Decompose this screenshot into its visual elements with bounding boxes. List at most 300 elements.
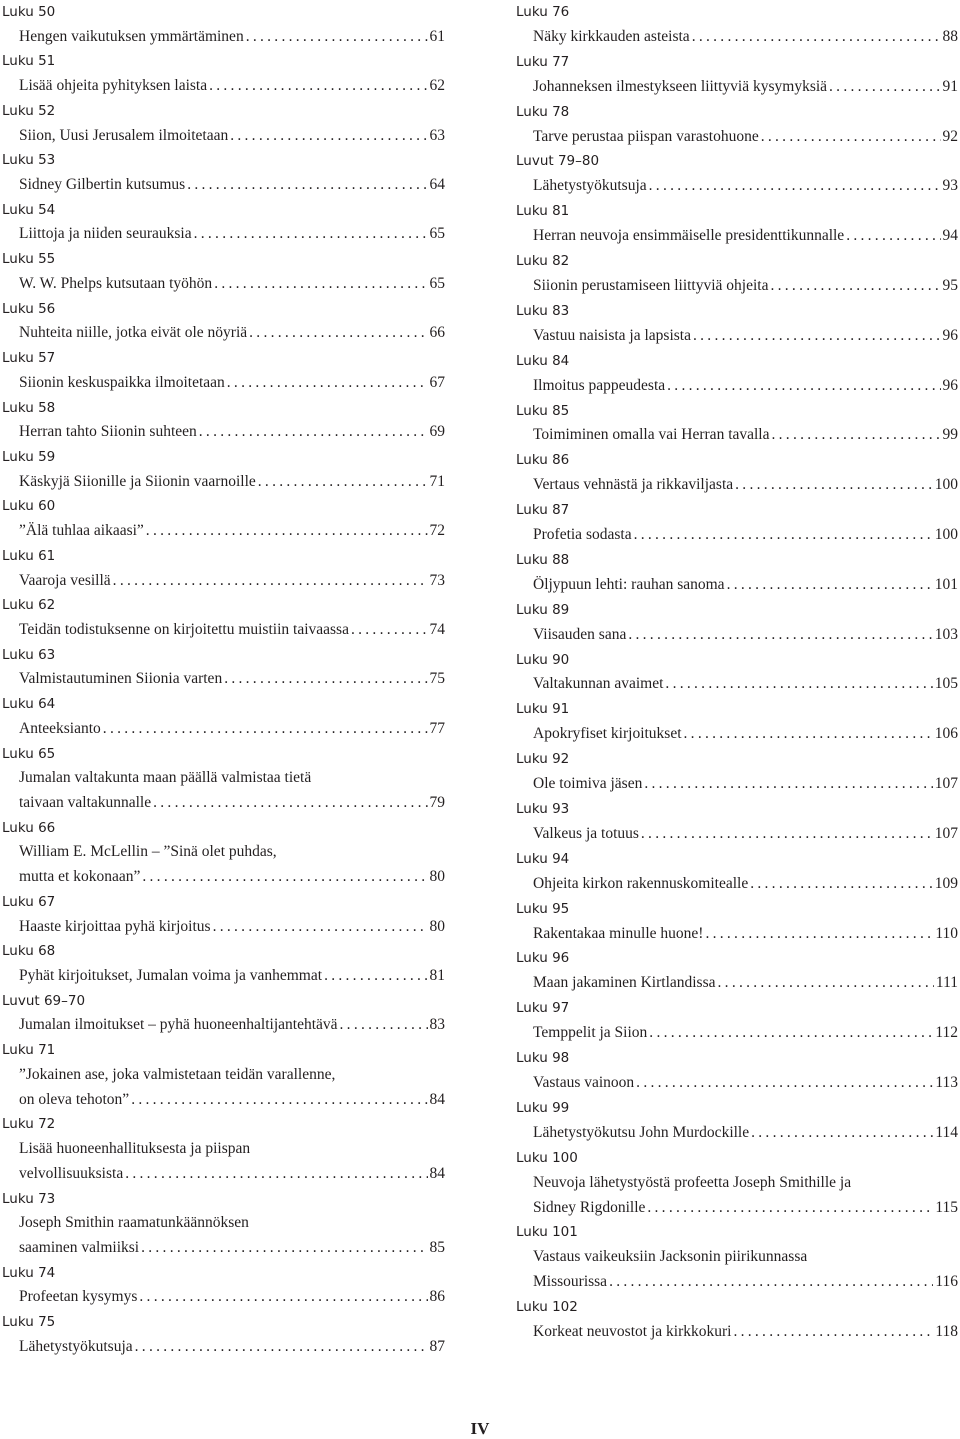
toc-entry bbox=[516, 1096, 958, 1146]
page-ref: 94 bbox=[942, 227, 958, 245]
chapter-title-row bbox=[533, 1071, 958, 1096]
page-ref: 118 bbox=[935, 1323, 958, 1341]
toc-entry bbox=[516, 598, 958, 648]
toc-entry bbox=[516, 897, 958, 947]
toc-entry bbox=[2, 198, 445, 247]
dot-leader bbox=[230, 124, 427, 149]
dot-leader bbox=[750, 872, 933, 897]
dot-leader bbox=[213, 915, 428, 940]
chapter-label: Luku 95 bbox=[516, 900, 570, 917]
chapter-title-row bbox=[533, 224, 958, 249]
chapter-label: Luku 86 bbox=[516, 452, 570, 469]
chapter-label: Luku 78 bbox=[516, 103, 570, 120]
chapter-label: Luku 62 bbox=[2, 597, 56, 614]
page-ref: 91 bbox=[942, 77, 958, 95]
chapter-title-row bbox=[19, 915, 445, 940]
page-ref: 111 bbox=[935, 974, 958, 992]
chapter-title: Pyhät kirjoitukset, Jumalan voima ja vanhemmat bbox=[19, 967, 323, 985]
dot-leader bbox=[135, 1335, 428, 1360]
toc-entry bbox=[516, 349, 958, 399]
page-ref: 86 bbox=[429, 1288, 445, 1306]
dot-leader bbox=[199, 420, 428, 445]
toc-entry bbox=[2, 247, 445, 296]
chapter-title-row bbox=[19, 865, 445, 890]
chapter-title: Johanneksen ilmestykseen liittyviä kysymyksiä bbox=[533, 77, 828, 95]
dot-leader bbox=[733, 1320, 933, 1345]
chapter-title: Herran tahto Siionin suhteen bbox=[19, 423, 197, 441]
chapter-label: Luku 72 bbox=[2, 1116, 56, 1133]
chapter-title: W. W. Phelps kutsutaan työhön bbox=[19, 274, 213, 292]
toc-entry bbox=[516, 996, 958, 1046]
chapter-title-row bbox=[19, 321, 445, 346]
dot-leader bbox=[829, 75, 940, 100]
chapter-title: Missourissa bbox=[533, 1273, 608, 1291]
dot-leader bbox=[772, 423, 941, 448]
chapter-title: Nuhteita niille, jotka eivät ole nöyriä bbox=[19, 324, 248, 342]
page-ref: 115 bbox=[935, 1198, 958, 1216]
page-ref: 84 bbox=[429, 1090, 445, 1108]
toc-entry bbox=[2, 0, 445, 49]
toc-entry bbox=[516, 50, 958, 100]
chapter-title: Herran neuvoja ensimmäiselle presidenttikunnalle bbox=[533, 227, 845, 245]
page-ref: 75 bbox=[429, 670, 445, 688]
page-ref: 100 bbox=[934, 476, 958, 494]
chapter-label: Luku 51 bbox=[2, 53, 56, 70]
toc-entry bbox=[516, 448, 958, 498]
chapter-title-line: William E. McLellin – ”Sinä olet puhdas, bbox=[19, 843, 277, 861]
page-ref: 101 bbox=[934, 575, 958, 593]
page-ref: 61 bbox=[429, 27, 445, 45]
page-ref: 67 bbox=[429, 373, 445, 391]
chapter-title-row bbox=[533, 1021, 958, 1046]
chapter-title-row bbox=[19, 470, 445, 495]
chapter-title: saaminen valmiiksi bbox=[19, 1238, 140, 1256]
chapter-title-row bbox=[19, 519, 445, 544]
page-ref: 112 bbox=[935, 1024, 958, 1042]
chapter-label: Luku 93 bbox=[516, 801, 570, 817]
chapter-title: Siionin keskuspaikka ilmoitetaan bbox=[19, 373, 225, 391]
toc-entry bbox=[516, 847, 958, 897]
chapter-title: Profeetan kysymys bbox=[19, 1288, 138, 1306]
chapter-title-row bbox=[533, 75, 958, 100]
chapter-label: Luku 50 bbox=[2, 4, 56, 20]
dot-leader bbox=[751, 1121, 933, 1146]
page-ref: 73 bbox=[429, 571, 445, 589]
chapter-title-row bbox=[533, 1270, 958, 1295]
toc-entry bbox=[516, 498, 958, 548]
chapter-title-row bbox=[19, 173, 445, 198]
chapter-title: Näky kirkkauden asteista bbox=[533, 27, 690, 45]
toc-entry bbox=[516, 548, 958, 598]
dot-leader bbox=[770, 274, 940, 299]
chapter-title-row bbox=[19, 124, 445, 149]
chapter-label: Luku 94 bbox=[516, 850, 570, 867]
chapter-title: Tarve perustaa piispan varastohuone bbox=[533, 127, 759, 145]
chapter-label: Luku 52 bbox=[2, 102, 56, 119]
chapter-label: Luku 98 bbox=[516, 1050, 570, 1067]
toc-entry bbox=[516, 399, 958, 449]
toc-entry bbox=[2, 544, 445, 593]
page-ref: 116 bbox=[935, 1273, 958, 1291]
chapter-title: Toimiminen omalla vai Herran tavalla bbox=[533, 426, 770, 444]
chapter-title-row bbox=[533, 1320, 958, 1345]
toc-entry bbox=[516, 697, 958, 747]
chapter-title-row bbox=[19, 964, 445, 989]
dot-leader bbox=[693, 324, 941, 349]
dot-leader bbox=[665, 672, 932, 697]
chapter-label: Luku 60 bbox=[2, 498, 56, 515]
dot-leader bbox=[224, 667, 427, 692]
page-ref: 64 bbox=[429, 176, 445, 194]
chapter-label: Luku 67 bbox=[2, 893, 56, 910]
chapter-label: Luku 90 bbox=[516, 651, 570, 668]
chapter-label: Luku 55 bbox=[2, 251, 56, 268]
page-ref: 95 bbox=[942, 276, 958, 294]
chapter-title-row bbox=[533, 274, 958, 299]
dot-leader bbox=[103, 717, 428, 742]
page-ref: 65 bbox=[429, 225, 445, 243]
chapter-label: Luku 92 bbox=[516, 751, 570, 768]
chapter-title: Ohjeita kirkon rakennuskomitealle bbox=[533, 874, 749, 892]
chapter-label: Luku 82 bbox=[516, 253, 570, 270]
toc-entry bbox=[2, 939, 445, 988]
dot-leader bbox=[761, 125, 941, 150]
dot-leader bbox=[139, 1285, 427, 1310]
chapter-title: Liittoja ja niiden seurauksia bbox=[19, 225, 192, 243]
page-ref: 84 bbox=[429, 1164, 445, 1182]
dot-leader bbox=[628, 623, 932, 648]
chapter-label: Luku 97 bbox=[516, 1000, 570, 1017]
page-ref: 107 bbox=[934, 824, 958, 842]
chapter-title: Viisauden sana bbox=[533, 625, 627, 643]
chapter-title: Siionin perustamiseen liittyviä ohjeita bbox=[533, 276, 769, 294]
chapter-title-line: Jumalan valtakunta maan päällä valmistaa tietä bbox=[19, 769, 312, 787]
chapter-label: Luku 56 bbox=[2, 300, 56, 317]
toc-entry bbox=[2, 692, 445, 741]
dot-leader bbox=[846, 224, 940, 249]
page-ref: 87 bbox=[429, 1337, 445, 1355]
page-ref: 99 bbox=[942, 426, 958, 444]
toc-entry bbox=[2, 643, 445, 692]
page-ref: 63 bbox=[429, 126, 445, 144]
page-ref: 96 bbox=[942, 326, 958, 344]
page-ref: 96 bbox=[942, 376, 958, 394]
page-ref: 80 bbox=[429, 868, 445, 886]
page-ref: 83 bbox=[429, 1016, 445, 1034]
dot-leader bbox=[644, 772, 932, 797]
chapter-label: Luku 57 bbox=[2, 350, 56, 367]
toc-entry bbox=[2, 1112, 445, 1186]
chapter-title-row bbox=[533, 174, 958, 199]
chapter-label: Luku 65 bbox=[2, 745, 56, 762]
dot-leader bbox=[727, 573, 933, 598]
chapter-title-row bbox=[533, 872, 958, 897]
page-ref: 114 bbox=[935, 1123, 958, 1141]
chapter-label: Luku 61 bbox=[2, 547, 56, 564]
dot-leader bbox=[609, 1270, 933, 1295]
toc-entry bbox=[2, 742, 445, 816]
dot-leader bbox=[125, 1162, 427, 1187]
dot-leader bbox=[351, 618, 428, 643]
chapter-title: Sidney Gilbertin kutsumus bbox=[19, 176, 186, 194]
chapter-title: Teidän todistuksenne on kirjoitettu muistiin taivaassa bbox=[19, 620, 349, 638]
chapter-title: on oleva tehoton” bbox=[19, 1090, 130, 1108]
chapter-title: Maan jakaminen Kirtlandissa bbox=[533, 974, 716, 992]
chapter-title-row bbox=[19, 1236, 445, 1261]
chapter-label: Luku 85 bbox=[516, 402, 570, 419]
chapter-title: Vaaroja vesillä bbox=[19, 571, 111, 589]
page-ref: 85 bbox=[429, 1238, 445, 1256]
chapter-label: Luku 100 bbox=[516, 1149, 578, 1166]
dot-leader bbox=[153, 791, 427, 816]
page-ref: 66 bbox=[429, 324, 445, 342]
chapter-title: Ilmoitus pappeudesta bbox=[533, 376, 666, 394]
chapter-title-row bbox=[19, 569, 445, 594]
chapter-title: Valtakunnan avaimet bbox=[533, 675, 664, 693]
chapter-title-row bbox=[19, 618, 445, 643]
toc-entry bbox=[2, 989, 445, 1038]
chapter-title: Sidney Rigdonille bbox=[533, 1198, 646, 1216]
chapter-label: Luku 96 bbox=[516, 950, 570, 967]
page-ref: 88 bbox=[942, 27, 958, 45]
page-ref: 103 bbox=[934, 625, 958, 643]
dot-leader bbox=[718, 971, 934, 996]
chapter-label: Luku 83 bbox=[516, 302, 570, 319]
chapter-title: Apokryfiset kirjoitukset bbox=[533, 725, 682, 743]
chapter-label: Luku 76 bbox=[516, 4, 570, 20]
chapter-label: Luku 68 bbox=[2, 943, 56, 960]
chapter-title-line: Joseph Smithin raamatunkäännöksen bbox=[19, 1214, 249, 1232]
chapter-title: Hengen vaikutuksen ymmärtäminen bbox=[19, 27, 244, 45]
toc-entry bbox=[2, 1310, 445, 1359]
page-ref: 62 bbox=[429, 77, 445, 95]
chapter-label: Luku 54 bbox=[2, 201, 56, 218]
chapter-title: Käskyjä Siionille ja Siionin vaarnoille bbox=[19, 472, 256, 490]
chapter-label: Luku 77 bbox=[516, 53, 570, 70]
dot-leader bbox=[146, 519, 428, 544]
chapter-title-row bbox=[19, 222, 445, 247]
toc-entry bbox=[516, 0, 958, 50]
chapter-title-row bbox=[533, 523, 958, 548]
chapter-title-row bbox=[533, 374, 958, 399]
chapter-label: Luku 84 bbox=[516, 352, 570, 369]
page-ref: 81 bbox=[429, 967, 445, 985]
chapter-title-row bbox=[19, 791, 445, 816]
dot-leader bbox=[249, 321, 427, 346]
chapter-title: Vertaus vehnästä ja rikkaviljasta bbox=[533, 476, 734, 494]
chapter-title: Vastaus vainoon bbox=[533, 1073, 635, 1091]
chapter-title-row bbox=[19, 420, 445, 445]
chapter-label: Luku 101 bbox=[516, 1224, 578, 1241]
dot-leader bbox=[705, 922, 933, 947]
chapter-label: Luku 53 bbox=[2, 152, 56, 169]
toc-entry bbox=[2, 890, 445, 939]
toc-entry bbox=[2, 816, 445, 890]
toc-left-column bbox=[2, 0, 445, 1360]
dot-leader bbox=[194, 222, 428, 247]
page-ref: 79 bbox=[429, 794, 445, 811]
chapter-title-row bbox=[533, 822, 958, 847]
chapter-label: Luku 59 bbox=[2, 448, 56, 465]
chapter-title-row bbox=[533, 722, 958, 747]
dot-leader bbox=[636, 1071, 933, 1096]
chapter-title-row bbox=[533, 672, 958, 697]
chapter-title-row bbox=[19, 371, 445, 396]
toc-entry bbox=[2, 396, 445, 445]
chapter-label: Luku 91 bbox=[516, 701, 570, 718]
chapter-title-row bbox=[19, 1335, 445, 1360]
page-ref: 110 bbox=[935, 924, 958, 942]
toc-entry bbox=[516, 249, 958, 299]
chapter-title-row bbox=[19, 1088, 445, 1113]
toc-entry bbox=[516, 747, 958, 797]
chapter-title-row bbox=[19, 1013, 445, 1038]
dot-leader bbox=[246, 25, 428, 50]
chapter-title: Lähetystyökutsu John Murdockille bbox=[533, 1123, 750, 1141]
toc-entry bbox=[516, 199, 958, 249]
chapter-label: Luku 81 bbox=[516, 203, 570, 220]
chapter-title-row bbox=[533, 772, 958, 797]
chapter-label: Luku 66 bbox=[2, 819, 56, 836]
dot-leader bbox=[649, 1021, 933, 1046]
chapter-title-line: Vastaus vaikeuksiin Jacksonin piirikunnassa bbox=[533, 1248, 808, 1266]
page-ref: 109 bbox=[934, 874, 958, 892]
chapter-title: Siion, Uusi Jerusalem ilmoitetaan bbox=[19, 126, 229, 144]
dot-leader bbox=[634, 523, 933, 548]
dot-leader bbox=[684, 722, 933, 747]
toc-entry bbox=[516, 648, 958, 698]
toc-entry bbox=[516, 797, 958, 847]
page-number: IV bbox=[470, 1419, 490, 1438]
chapter-title-row bbox=[19, 667, 445, 692]
chapter-title: Valmistautuminen Siionia varten bbox=[19, 670, 223, 688]
dot-leader bbox=[141, 1236, 427, 1261]
chapter-title-row bbox=[19, 1285, 445, 1310]
toc-entry bbox=[2, 99, 445, 148]
page-ref: 69 bbox=[429, 423, 445, 441]
toc-entry bbox=[516, 100, 958, 150]
chapter-title: ”Älä tuhlaa aikaasi” bbox=[19, 522, 144, 540]
chapter-label: Luvut 69–70 bbox=[2, 992, 86, 1009]
dot-leader bbox=[735, 473, 933, 498]
chapter-title: Valkeus ja totuus bbox=[533, 824, 639, 842]
chapter-title: Lähetystyökutsuja bbox=[533, 177, 647, 195]
chapter-title-row bbox=[533, 971, 958, 996]
dot-leader bbox=[113, 569, 428, 594]
chapter-title: Rakentakaa minulle huone! bbox=[533, 924, 704, 942]
toc-entry bbox=[2, 1038, 445, 1112]
page-ref: 77 bbox=[429, 719, 445, 737]
dot-leader bbox=[641, 822, 933, 847]
page-ref: 80 bbox=[429, 917, 445, 935]
toc-entry bbox=[516, 149, 958, 199]
dot-leader bbox=[340, 1013, 428, 1038]
toc-entry bbox=[516, 1295, 958, 1345]
toc-entry bbox=[2, 1261, 445, 1310]
dot-leader bbox=[649, 174, 941, 199]
chapter-title: Vastuu naisista ja lapsista bbox=[533, 326, 691, 344]
page-ref: 72 bbox=[429, 522, 445, 540]
chapter-title: Jumalan ilmoitukset – pyhä huoneenhaltijantehtävä bbox=[19, 1016, 338, 1034]
toc-entry bbox=[2, 297, 445, 346]
chapter-title-row bbox=[533, 473, 958, 498]
chapter-label: Luku 58 bbox=[2, 399, 56, 416]
chapter-title: Lähetystyökutsuja bbox=[19, 1337, 133, 1355]
chapter-title-row bbox=[19, 1162, 445, 1187]
chapter-title: Korkeat neuvostot ja kirkkokuri bbox=[533, 1323, 732, 1341]
chapter-label: Luvut 79–80 bbox=[516, 153, 600, 170]
dot-leader bbox=[692, 25, 941, 50]
toc-entry bbox=[2, 49, 445, 98]
chapter-title-row bbox=[533, 25, 958, 50]
dot-leader bbox=[214, 272, 427, 297]
chapter-title: Ole toimiva jäsen bbox=[533, 775, 643, 793]
toc-entry bbox=[2, 445, 445, 494]
chapter-title-row bbox=[19, 74, 445, 99]
chapter-title-row bbox=[533, 1196, 958, 1221]
chapter-title: Anteeksianto bbox=[19, 719, 101, 737]
page-ref: 65 bbox=[429, 274, 445, 292]
dot-leader bbox=[187, 173, 427, 198]
page-ref: 100 bbox=[934, 526, 958, 544]
page-ref: 106 bbox=[934, 725, 958, 743]
toc-entry bbox=[2, 1187, 445, 1261]
toc-entry bbox=[516, 946, 958, 996]
dot-leader bbox=[324, 964, 427, 989]
chapter-title-row bbox=[533, 573, 958, 598]
chapter-title-row bbox=[533, 125, 958, 150]
chapter-title-row bbox=[19, 25, 445, 50]
toc-entry bbox=[516, 299, 958, 349]
toc-entry bbox=[2, 148, 445, 197]
page-ref: 113 bbox=[935, 1073, 958, 1091]
dot-leader bbox=[131, 1088, 427, 1113]
chapter-title-row bbox=[533, 1121, 958, 1146]
chapter-title-line: ”Jokainen ase, joka valmistetaan teidän varallenne, bbox=[19, 1065, 336, 1083]
chapter-label: Luku 74 bbox=[2, 1264, 56, 1281]
dot-leader bbox=[667, 374, 940, 399]
chapter-label: Luku 88 bbox=[516, 551, 570, 568]
page-ref: 71 bbox=[429, 472, 445, 490]
chapter-title: mutta et kokonaan” bbox=[19, 868, 141, 886]
chapter-title-row bbox=[533, 423, 958, 448]
chapter-label: Luku 63 bbox=[2, 646, 56, 663]
dot-leader bbox=[647, 1196, 933, 1221]
chapter-title-row bbox=[19, 272, 445, 297]
chapter-label: Luku 99 bbox=[516, 1099, 570, 1116]
page-ref: 107 bbox=[934, 775, 958, 793]
chapter-label: Luku 64 bbox=[2, 696, 56, 713]
toc-entry bbox=[516, 1046, 958, 1096]
chapter-title-line: Neuvoja lähetystyöstä profeetta Joseph Smithille ja bbox=[533, 1173, 852, 1191]
chapter-label: Luku 73 bbox=[2, 1190, 56, 1207]
chapter-title: Lisää ohjeita pyhityksen laista bbox=[19, 77, 208, 95]
chapter-title-row bbox=[533, 922, 958, 947]
toc-entry bbox=[2, 593, 445, 642]
chapter-title-row bbox=[19, 717, 445, 742]
toc-entry bbox=[516, 1146, 958, 1221]
page-ref: 74 bbox=[429, 620, 445, 638]
dot-leader bbox=[142, 865, 427, 890]
chapter-title-row bbox=[533, 623, 958, 648]
dot-leader bbox=[227, 371, 428, 396]
toc-entry bbox=[516, 1220, 958, 1295]
chapter-title: Profetia sodasta bbox=[533, 526, 632, 544]
chapter-title-line: Lisää huoneenhallituksesta ja piispan bbox=[19, 1140, 251, 1158]
page-ref: 105 bbox=[934, 675, 958, 693]
toc-right-column bbox=[516, 0, 958, 1345]
chapter-label: Luku 87 bbox=[516, 502, 570, 519]
